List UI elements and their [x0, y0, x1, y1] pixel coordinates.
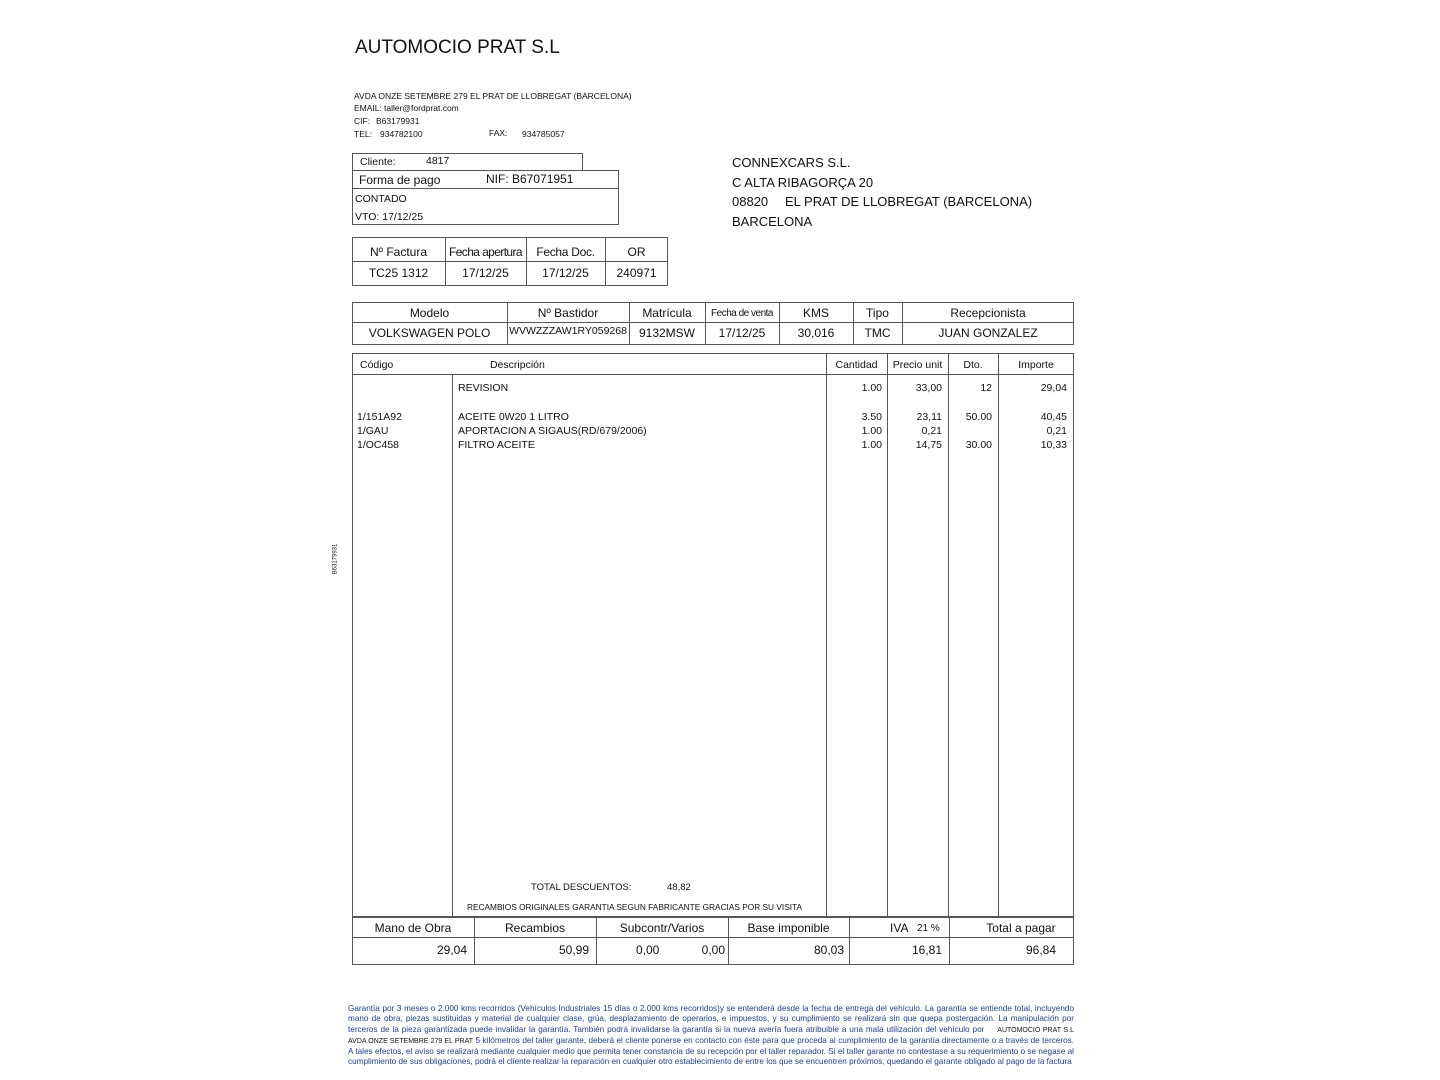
recipient-postal-code: 08820 — [732, 194, 769, 209]
line-description: APORTACION A SIGAUS(RD/679/2006) — [458, 425, 647, 437]
type-value: TMC — [864, 326, 891, 340]
company-tel: 934782100 — [380, 129, 423, 139]
or-number: 240971 — [616, 266, 657, 280]
sale-date-value: 17/12/25 — [718, 326, 766, 340]
quantity-header: Cantidad — [835, 359, 878, 371]
labor-label: Mano de Obra — [374, 921, 452, 935]
opening-date: 17/12/25 — [462, 266, 509, 280]
line-discount: 30.00 — [965, 439, 992, 451]
recipient-name: CONNEXCARS S.L. — [732, 155, 851, 170]
total-discounts-label: TOTAL DESCUENTOS: — [531, 882, 632, 893]
chassis-header: Nº Bastidor — [537, 306, 599, 320]
line-amount: 40,45 — [1040, 411, 1067, 423]
sale-date-header: Fecha de venta — [711, 308, 773, 319]
receptionist-value: JUAN GONZALEZ — [938, 326, 1038, 340]
total-label: Total a pagar — [986, 921, 1056, 935]
line-unit-price: 23,11 — [916, 411, 942, 423]
discount-header: Dto. — [963, 359, 983, 371]
company-address: AVDA ONZE SETEMBRE 279 EL PRAT DE LLOBREGAT (BARCELONA) — [354, 91, 632, 101]
iva-label: IVA — [890, 921, 909, 935]
line-description: ACEITE 0W20 1 LITRO — [458, 411, 569, 423]
lines-table — [352, 353, 1074, 917]
tax-base-value: 80,03 — [813, 943, 844, 957]
recipient-street: C ALTA RIBAGORÇA 20 — [732, 175, 874, 190]
lines-col — [452, 374, 453, 917]
line-description: REVISION — [458, 382, 509, 394]
client-id: 4817 — [426, 155, 450, 167]
invoice-number-header: Nº Factura — [369, 245, 428, 259]
fax-label: FAX: — [489, 128, 508, 138]
line-description: FILTRO ACEITE — [458, 439, 535, 451]
tax-base-label: Base imponible — [747, 921, 830, 935]
total-discounts-value: 48,82 — [667, 882, 691, 893]
line-code: 1/151A92 — [357, 411, 402, 423]
recipient-province: BARCELONA — [732, 214, 813, 229]
company-name: AUTOMOCIO PRAT S.L — [355, 37, 560, 58]
opening-date-header: Fecha apertura — [449, 245, 522, 259]
model-value: VOLKSWAGEN POLO — [368, 326, 491, 340]
code-header: Código — [360, 359, 394, 371]
line-quantity: 1.00 — [861, 439, 882, 451]
invoice-note: RECAMBIOS ORIGINALES GARANTIA SEGUN FABRICANTE GRACIAS POR SU VISITA — [467, 902, 803, 912]
warranty-company: AUTOMOCIO PRAT S.L — [997, 1026, 1074, 1034]
parts-value: 50,99 — [558, 943, 589, 957]
warranty-paragraph: Garantía por 3 meses o 2.000 kms recorridos (Vehículos Industriales 15 días o 2.000 kms recorridos)y se entenderá desde la fecha de entrega del vehículo. La garantía se entiende total, incluyendo mano de obra, piezas sustituidas y material de cualquier clase, grúa, desplazamiento de operarios, e impuestos, y su cumplimiento se realizará sin que quepa postergación. La manipulación por terceros de la pieza garantizada puede invalidar la garantía. También podrá invalidarse la garantía si la nueva avería fuera atribuible a una mala utilización del vehículo por — [348, 1004, 1074, 1034]
company-email: taller@fordprat.com — [384, 103, 459, 113]
warranty-paragraph-2: 5 kilómetros del taller garante, deberá el cliente ponerse en contacto con éste para que proceda al cumplimiento de la garantía directamente o a través de terceros. A tales efectos, el aviso se realizará mediante cualquier medio que permita tener constancia de su recepción por el taller reparador. Si el taller garante no contestase a su requerimiento o se negase al cumplimiento de sus obligaciones, podrá el cliente realizar la reparación en cualquier otro establecimiento de entre los que se encuentren próximos, quedando el garante obligado al pago de la factura — [348, 1035, 1075, 1067]
client-label: Cliente: — [360, 156, 396, 168]
or-header: OR — [627, 245, 646, 259]
iva-value: 16,81 — [911, 943, 942, 957]
plate-value: 9132MSW — [638, 326, 696, 340]
line-unit-price: 0,21 — [921, 425, 942, 437]
line-quantity: 3.50 — [861, 411, 882, 423]
lines-col — [998, 353, 999, 917]
lines-col — [948, 353, 949, 917]
recipient-city: EL PRAT DE LLOBREGAT (BARCELONA) — [785, 194, 1033, 209]
due-date: VTO: 17/12/25 — [355, 211, 424, 223]
description-header: Descripción — [490, 359, 545, 371]
lines-col — [826, 353, 827, 917]
lines-header-divider — [352, 374, 1074, 375]
warranty-address: AVDA ONZE SETEMBRE 279 EL PRAT — [348, 1037, 474, 1045]
side-cif-text: B63179931 — [332, 543, 339, 575]
line-discount: 12 — [980, 382, 992, 394]
line-unit-price: 14,75 — [915, 439, 942, 451]
payment-method: CONTADO — [355, 193, 407, 205]
labor-value: 29,04 — [436, 943, 467, 957]
line-amount: 0,21 — [1046, 425, 1067, 437]
totals-divider — [352, 937, 1074, 938]
plate-header: Matrícula — [642, 306, 692, 320]
kms-value: 30,016 — [797, 326, 835, 340]
amount-header: Importe — [1018, 359, 1054, 371]
lines-col — [887, 353, 888, 917]
subcontract-label: Subcontr/Varios — [619, 921, 705, 935]
doc-date-header: Fecha Doc. — [536, 245, 595, 259]
various-value: 0,00 — [701, 943, 725, 957]
company-fax: 934785057 — [522, 129, 565, 139]
parts-label: Recambios — [504, 921, 566, 935]
totals-col — [849, 917, 850, 965]
model-header: Modelo — [409, 306, 450, 320]
line-code: 1/GAU — [357, 425, 389, 437]
receptionist-header: Recepcionista — [950, 306, 1026, 320]
tel-label: TEL: — [354, 129, 372, 139]
vehicle-divider — [352, 322, 1074, 323]
iva-rate: 21 % — [917, 923, 940, 934]
company-cif: B63179931 — [376, 116, 420, 126]
line-amount: 29,04 — [1040, 382, 1067, 394]
line-discount: 50.00 — [965, 411, 992, 423]
payment-divider — [352, 188, 619, 189]
line-quantity: 1.00 — [861, 425, 882, 437]
total-value: 96,84 — [1025, 943, 1056, 957]
line-amount: 10,33 — [1040, 439, 1067, 451]
client-nif: NIF: B67071951 — [486, 172, 574, 186]
cif-label: CIF: — [354, 116, 371, 126]
type-header: Tipo — [866, 306, 889, 320]
line-unit-price: 33,00 — [915, 382, 942, 394]
invoice-info-divider — [352, 261, 668, 262]
subcontract-value: 0,00 — [636, 943, 660, 957]
unit-price-header: Precio unit — [892, 359, 943, 371]
chassis-value: WVWZZZAW1RY059268 — [509, 325, 627, 337]
email-label: EMAIL: — [354, 103, 382, 113]
line-quantity: 1.00 — [861, 382, 882, 394]
kms-header: KMS — [802, 306, 829, 320]
invoice-number: TC25 1312 — [368, 266, 429, 280]
doc-date: 17/12/25 — [542, 266, 589, 280]
line-code: 1/OC458 — [357, 439, 400, 451]
warranty-text — [348, 1004, 1074, 1068]
payment-label: Forma de pago — [359, 173, 441, 187]
